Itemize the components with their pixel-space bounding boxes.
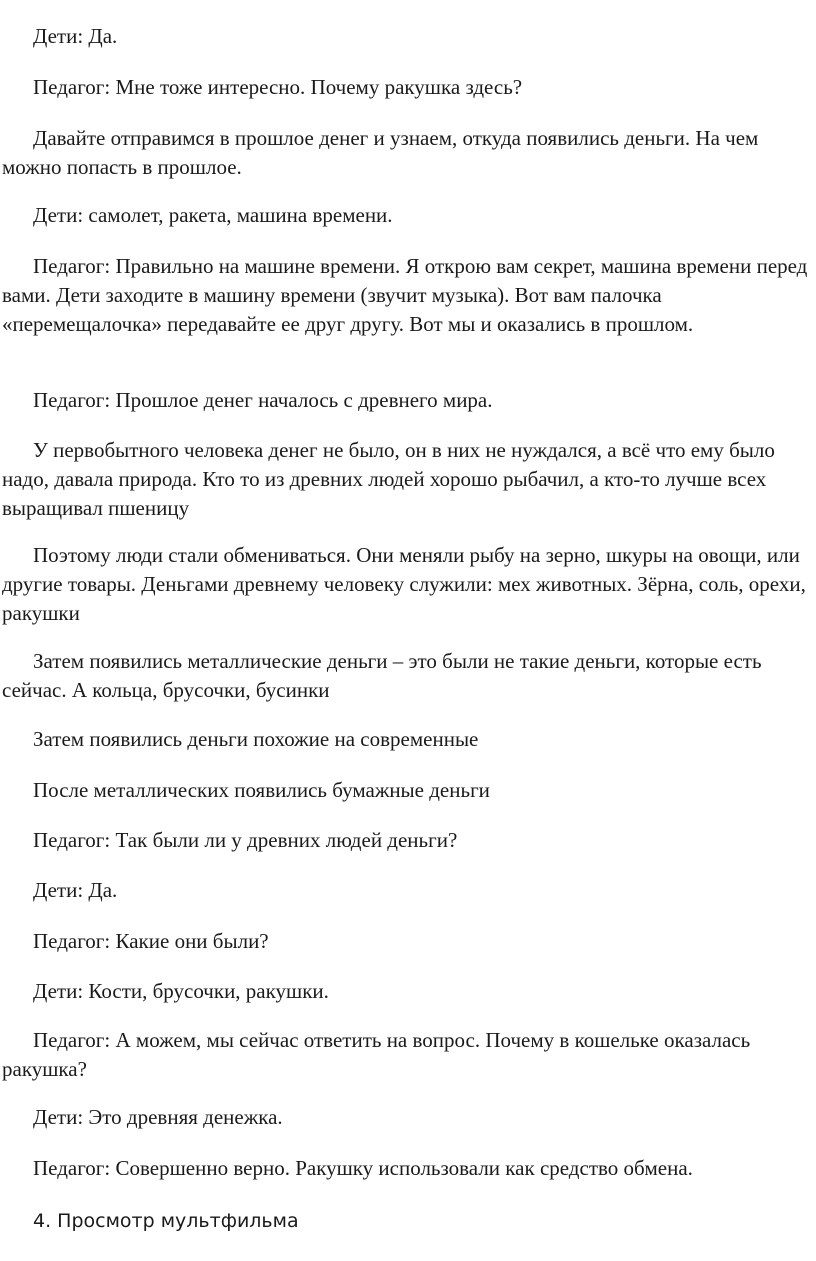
paragraph-16: Педагог: А можем, мы сейчас ответить на вопрос. Почему в кошельке оказалась ракушка? [2, 1028, 751, 1081]
paragraph-1: Дети: Да. [33, 24, 118, 48]
paragraph-17: Дети: Это древняя денежка. [33, 1105, 283, 1129]
paragraph-3: Давайте отправимся в прошлое денег и узнаем, откуда появились деньги. На чем можно попасть в прошлое. [2, 126, 759, 179]
paragraph-7: У первобытного человека денег не было, он в них не нуждался, а всё что ему было надо, давала природа. Кто то из древних людей хорошо рыбачил, а кто-то лучше всех выращивал пшеницу [2, 438, 775, 520]
paragraph-14: Педагог: Какие они были? [33, 929, 269, 953]
paragraph-10: Затем появились деньги похожие на современные [33, 727, 479, 751]
section-heading: 4. Просмотр мультфильма [33, 1210, 299, 1232]
paragraph-11: После металлических появились бумажные деньги [33, 778, 490, 802]
paragraph-18: Педагог: Совершенно верно. Ракушку использовали как средство обмена. [33, 1156, 693, 1180]
paragraph-15: Дети: Кости, брусочки, ракушки. [33, 979, 329, 1003]
paragraph-2: Педагог: Мне тоже интересно. Почему ракушка здесь? [33, 75, 523, 99]
paragraph-5: Педагог: Правильно на машине времени. Я открою вам секрет, машина времени перед вами. Дети заходите в машину времени (звучит музыка). Вот вам палочка «перемещалочка» передавайте ее друг другу. Вот мы и оказались в прошлом. [2, 254, 808, 336]
paragraph-12: Педагог: Так были ли у древних людей деньги? [33, 828, 458, 852]
paragraph-8: Поэтому люди стали обмениваться. Они меняли рыбу на зерно, шкуры на овощи, или другие товары. Деньгами древнему человеку служили: мех животных. Зёрна, соль, орехи, ракушки [2, 543, 806, 625]
paragraph-13: Дети: Да. [33, 878, 118, 902]
paragraph-4: Дети: самолет, ракета, машина времени. [33, 203, 393, 227]
paragraph-9: Затем появились металлические деньги – это были не такие деньги, которые есть сейчас. А кольца, брусочки, бусинки [2, 649, 762, 702]
paragraph-6: Педагог: Прошлое денег началось с древнего мира. [33, 388, 493, 412]
